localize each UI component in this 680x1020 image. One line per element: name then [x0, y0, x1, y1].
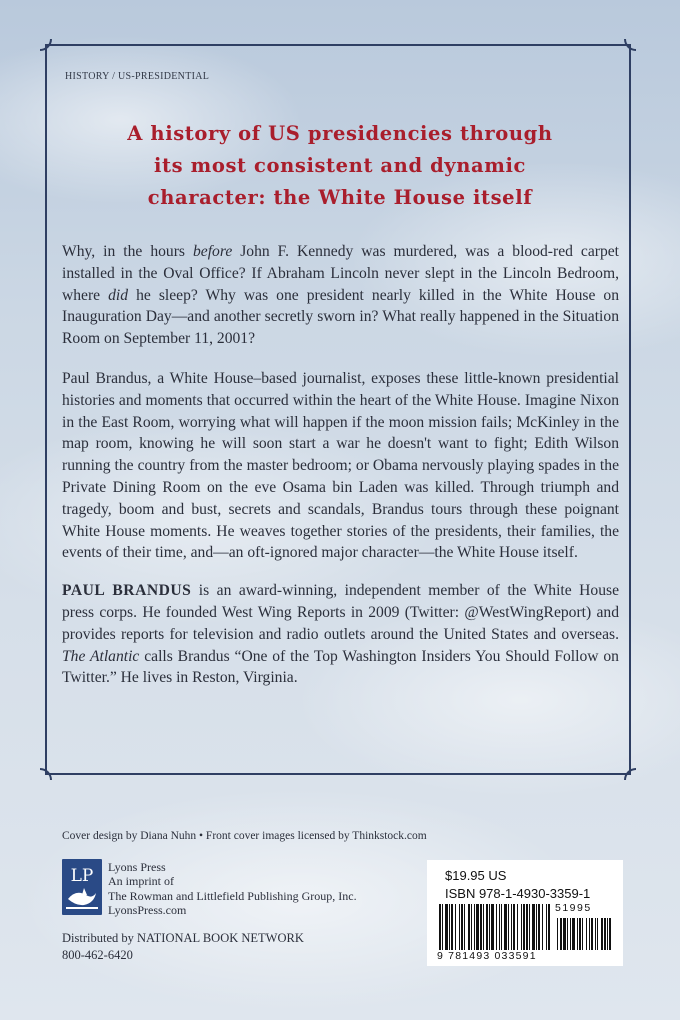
barcode-bar [459, 904, 460, 950]
barcode-bar [567, 918, 568, 950]
barcode-bar [517, 904, 518, 950]
barcode-bar [586, 918, 587, 950]
barcode-bar [609, 918, 611, 950]
barcode-bar [595, 918, 596, 950]
barcode-bar [468, 904, 470, 950]
barcode-bar [521, 904, 522, 950]
barcode-bar [604, 918, 606, 950]
barcode-bar [570, 918, 571, 950]
frame-corner [624, 39, 636, 51]
headline-line: its most consistent and dynamic [154, 154, 526, 177]
author-name: PAUL BRANDUS [62, 582, 192, 600]
frame-corner [40, 39, 52, 51]
barcode-bar [572, 918, 575, 950]
barcode-bar [451, 904, 453, 950]
isbn: ISBN 978-1-4930-3359-1 [445, 886, 591, 901]
barcode-bar [471, 904, 472, 950]
barcode-bar [563, 918, 566, 950]
barcode-bar [504, 904, 507, 950]
barcode-bar [513, 904, 515, 950]
barcode-bar [607, 918, 608, 950]
barcode-bar [560, 918, 562, 950]
paragraph-intro [62, 241, 619, 350]
text-run: is an award-winning, independent member of the White House press corps. He founded West Wing Reports in 2009 (Twitter: @WestWingReport) and provides reports for television and radio outlets around the United States and overseas. [62, 582, 619, 643]
publisher-name: Lyons Press [108, 860, 166, 874]
category-label: HISTORY / US-PRESIDENTIAL [65, 71, 210, 82]
barcode-bar [483, 904, 484, 950]
barcode-panel [427, 860, 623, 966]
barcode-bar [557, 918, 558, 950]
barcode-bar [582, 918, 583, 950]
barcode-bar [464, 904, 465, 950]
imprint-label: An imprint of [108, 874, 174, 889]
barcode-bar [538, 904, 540, 950]
lp-logo-icon [62, 859, 102, 915]
barcode-bar [511, 904, 512, 950]
barcode-bar [508, 904, 509, 950]
barcode-supplement: 51995 [555, 902, 592, 914]
barcode-bar [579, 918, 581, 950]
text-run: Why, in the hours [62, 243, 193, 260]
emphasis: did [108, 286, 129, 304]
barcode-bar [491, 904, 494, 950]
cover-credits: Cover design by Diana Nuhn • Front cover images licensed by Thinkstock.com [62, 830, 427, 842]
barcode-bar [480, 904, 482, 950]
barcode-bar [532, 904, 535, 950]
barcode-bar [486, 904, 488, 950]
publisher-info [108, 860, 357, 918]
frame-corner [40, 768, 52, 780]
barcode-bar [499, 904, 500, 950]
barcode-bar [548, 904, 550, 950]
barcode-bar [577, 918, 578, 950]
publication-title: The Atlantic [62, 647, 140, 665]
barcode-bar [597, 918, 598, 950]
barcode-bar [455, 904, 456, 950]
parent-company: The Rowman and Littlefield Publishing Group, Inc. [108, 888, 357, 903]
frame-corner [624, 768, 636, 780]
barcode-bar [476, 904, 479, 950]
barcode-bar [445, 904, 448, 950]
barcode-bar [542, 904, 543, 950]
distribution-info [62, 930, 304, 964]
barcode-bar [523, 904, 525, 950]
price: $19.95 US [445, 868, 507, 883]
barcode-bar [474, 904, 475, 950]
barcode-bar [442, 904, 443, 950]
barcode-bar [449, 904, 450, 950]
barcode-bar [496, 904, 497, 950]
barcode-bar [461, 904, 463, 950]
logo-letters: LP [70, 866, 94, 886]
barcode-bar [536, 904, 537, 950]
publisher-logo [62, 859, 102, 915]
text-run: he sleep? Why was one president nearly killed in the White House on Inauguration Day—and another secretly sworn in? What really happened in the Situation Room on September 11, 2001? [62, 286, 619, 348]
barcode-bar [489, 904, 490, 950]
distributor-phone: 800-462-6420 [62, 948, 133, 962]
barcode-bar [526, 904, 528, 950]
text-run: calls Brandus “One of the Top Washington Insiders You Should Follow on Twitter.” He lives in Reston, Virginia. [62, 647, 619, 687]
barcode-ean: 9 781493 033591 [437, 950, 537, 962]
headline-line: character: the White House itself [147, 186, 533, 209]
barcode-bar [589, 918, 590, 950]
headline [60, 118, 620, 214]
publisher-website: LyonsPress.com [108, 903, 187, 918]
distributor: Distributed by NATIONAL BOOK NETWORK [62, 931, 304, 945]
emphasis: before [192, 243, 233, 260]
barcode-bar [601, 918, 603, 950]
barcode-bar [591, 918, 593, 950]
headline-line: A history of US presidencies through [127, 122, 553, 145]
paragraph-summary: Paul Brandus, a White House–based journalist, exposes these little-known presidential histories and moments that occurred within the heart of the White House. Imagine Nixon in the East Room, worrying what will happen if the moon mission fails; McKinley in the map room, knowing he will soon start a war he doesn't want to fight; Edith Wilson running the country from the master bedroom; or Obama nervously playing spades in the Private Dining Room on the eve Osama bin Laden was killed. Through triumph and tragedy, boom and bust, secrets and scandals, Brandus tours through these poignant White House moments. He weaves together stories of the presidents, their families, the events of their time, and—an oft-ignored major character—the White House itself. [62, 369, 619, 562]
text-run: John F. Kennedy was murdered, was a blood-red carpet installed in the Oval Office? If Abraham Lincoln never slept in the Lincoln Bedroom, where [62, 243, 619, 304]
paragraph-author-bio [62, 580, 619, 689]
barcode-bar [546, 904, 547, 950]
barcode-bar [529, 904, 530, 950]
barcode-bar [439, 904, 441, 950]
barcode-bar [501, 904, 502, 950]
description [62, 241, 619, 705]
